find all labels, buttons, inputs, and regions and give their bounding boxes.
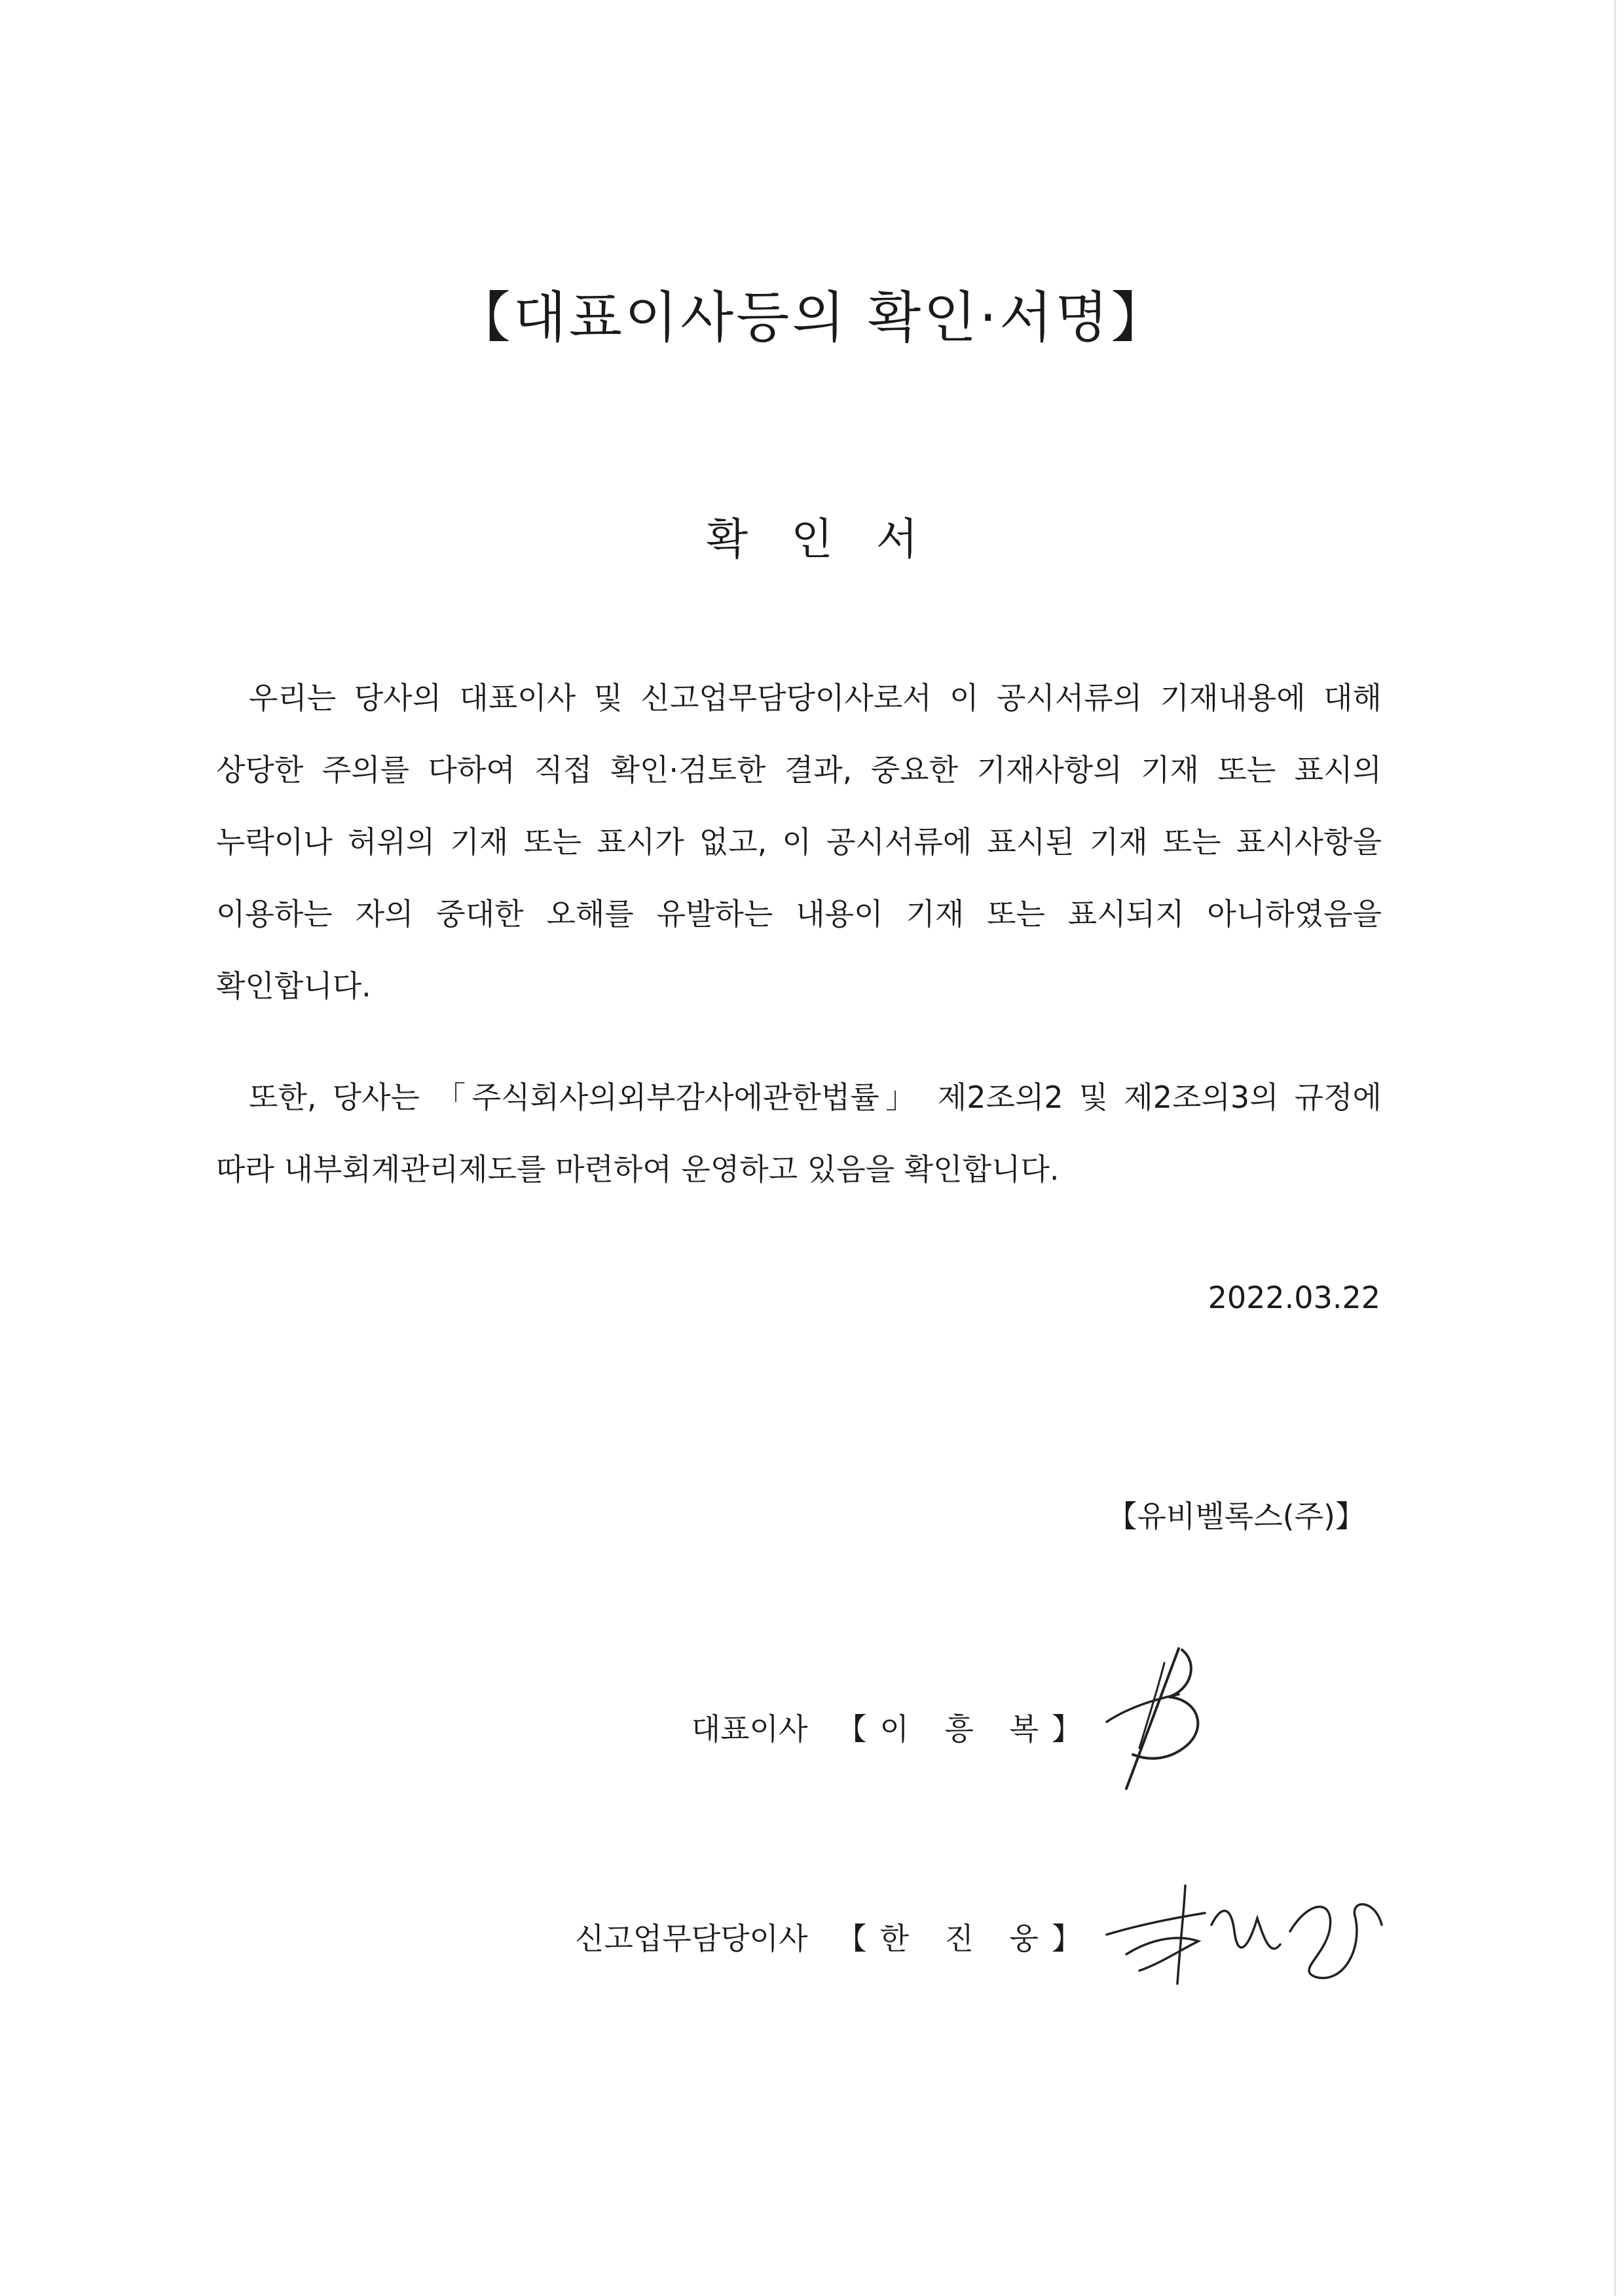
document-subtitle: 확인서 [706,514,961,564]
confirmation-paragraph: 우리는 당사의 대표이사 및 신고업무담당이사로서 이 공시서류의 기재내용에 대해 상당한 주의를 다하여 직접 확인·검토한 결과, 중요한 기재사항의 기재 또는 표시의 누락이나 허위의 기재 또는 표시가 없고, 이 공시서류에 표시된 기재 또는 표시사항을 이용하는 자의 중대한 오해를 유발하는 내용이 기재 또는 표시되지 아니하였음을 확인합니다. [216,680,1382,1004]
signer-disclosure-director [575,1915,1095,1958]
signer-name: 【한 진 웅】 [836,1921,1095,1956]
company-name: 【유비벨록스(주)】 [1107,1499,1365,1534]
internal-control-paragraph: 또한, 당사는 「주식회사의외부감사에관한법률」 제2조의2 및 제2조의3의 규정에 따라 내부회계관리제도를 마련하여 운영하고 있음을 확인합니다. [216,1080,1382,1187]
signer-role: 신고업무담당이사 [574,1921,808,1956]
signer-name: 【이 흥 복】 [836,1711,1095,1747]
signer-ceo [692,1705,1095,1749]
document-title: 【대표이사등의 확인·서명】 [455,285,1169,350]
ceo-signature-icon [1087,1637,1218,1794]
director-signature-icon [1100,1872,1395,1997]
document-date: 2022.03.22 [1208,1280,1380,1315]
signer-role: 대표이사 [691,1711,808,1747]
